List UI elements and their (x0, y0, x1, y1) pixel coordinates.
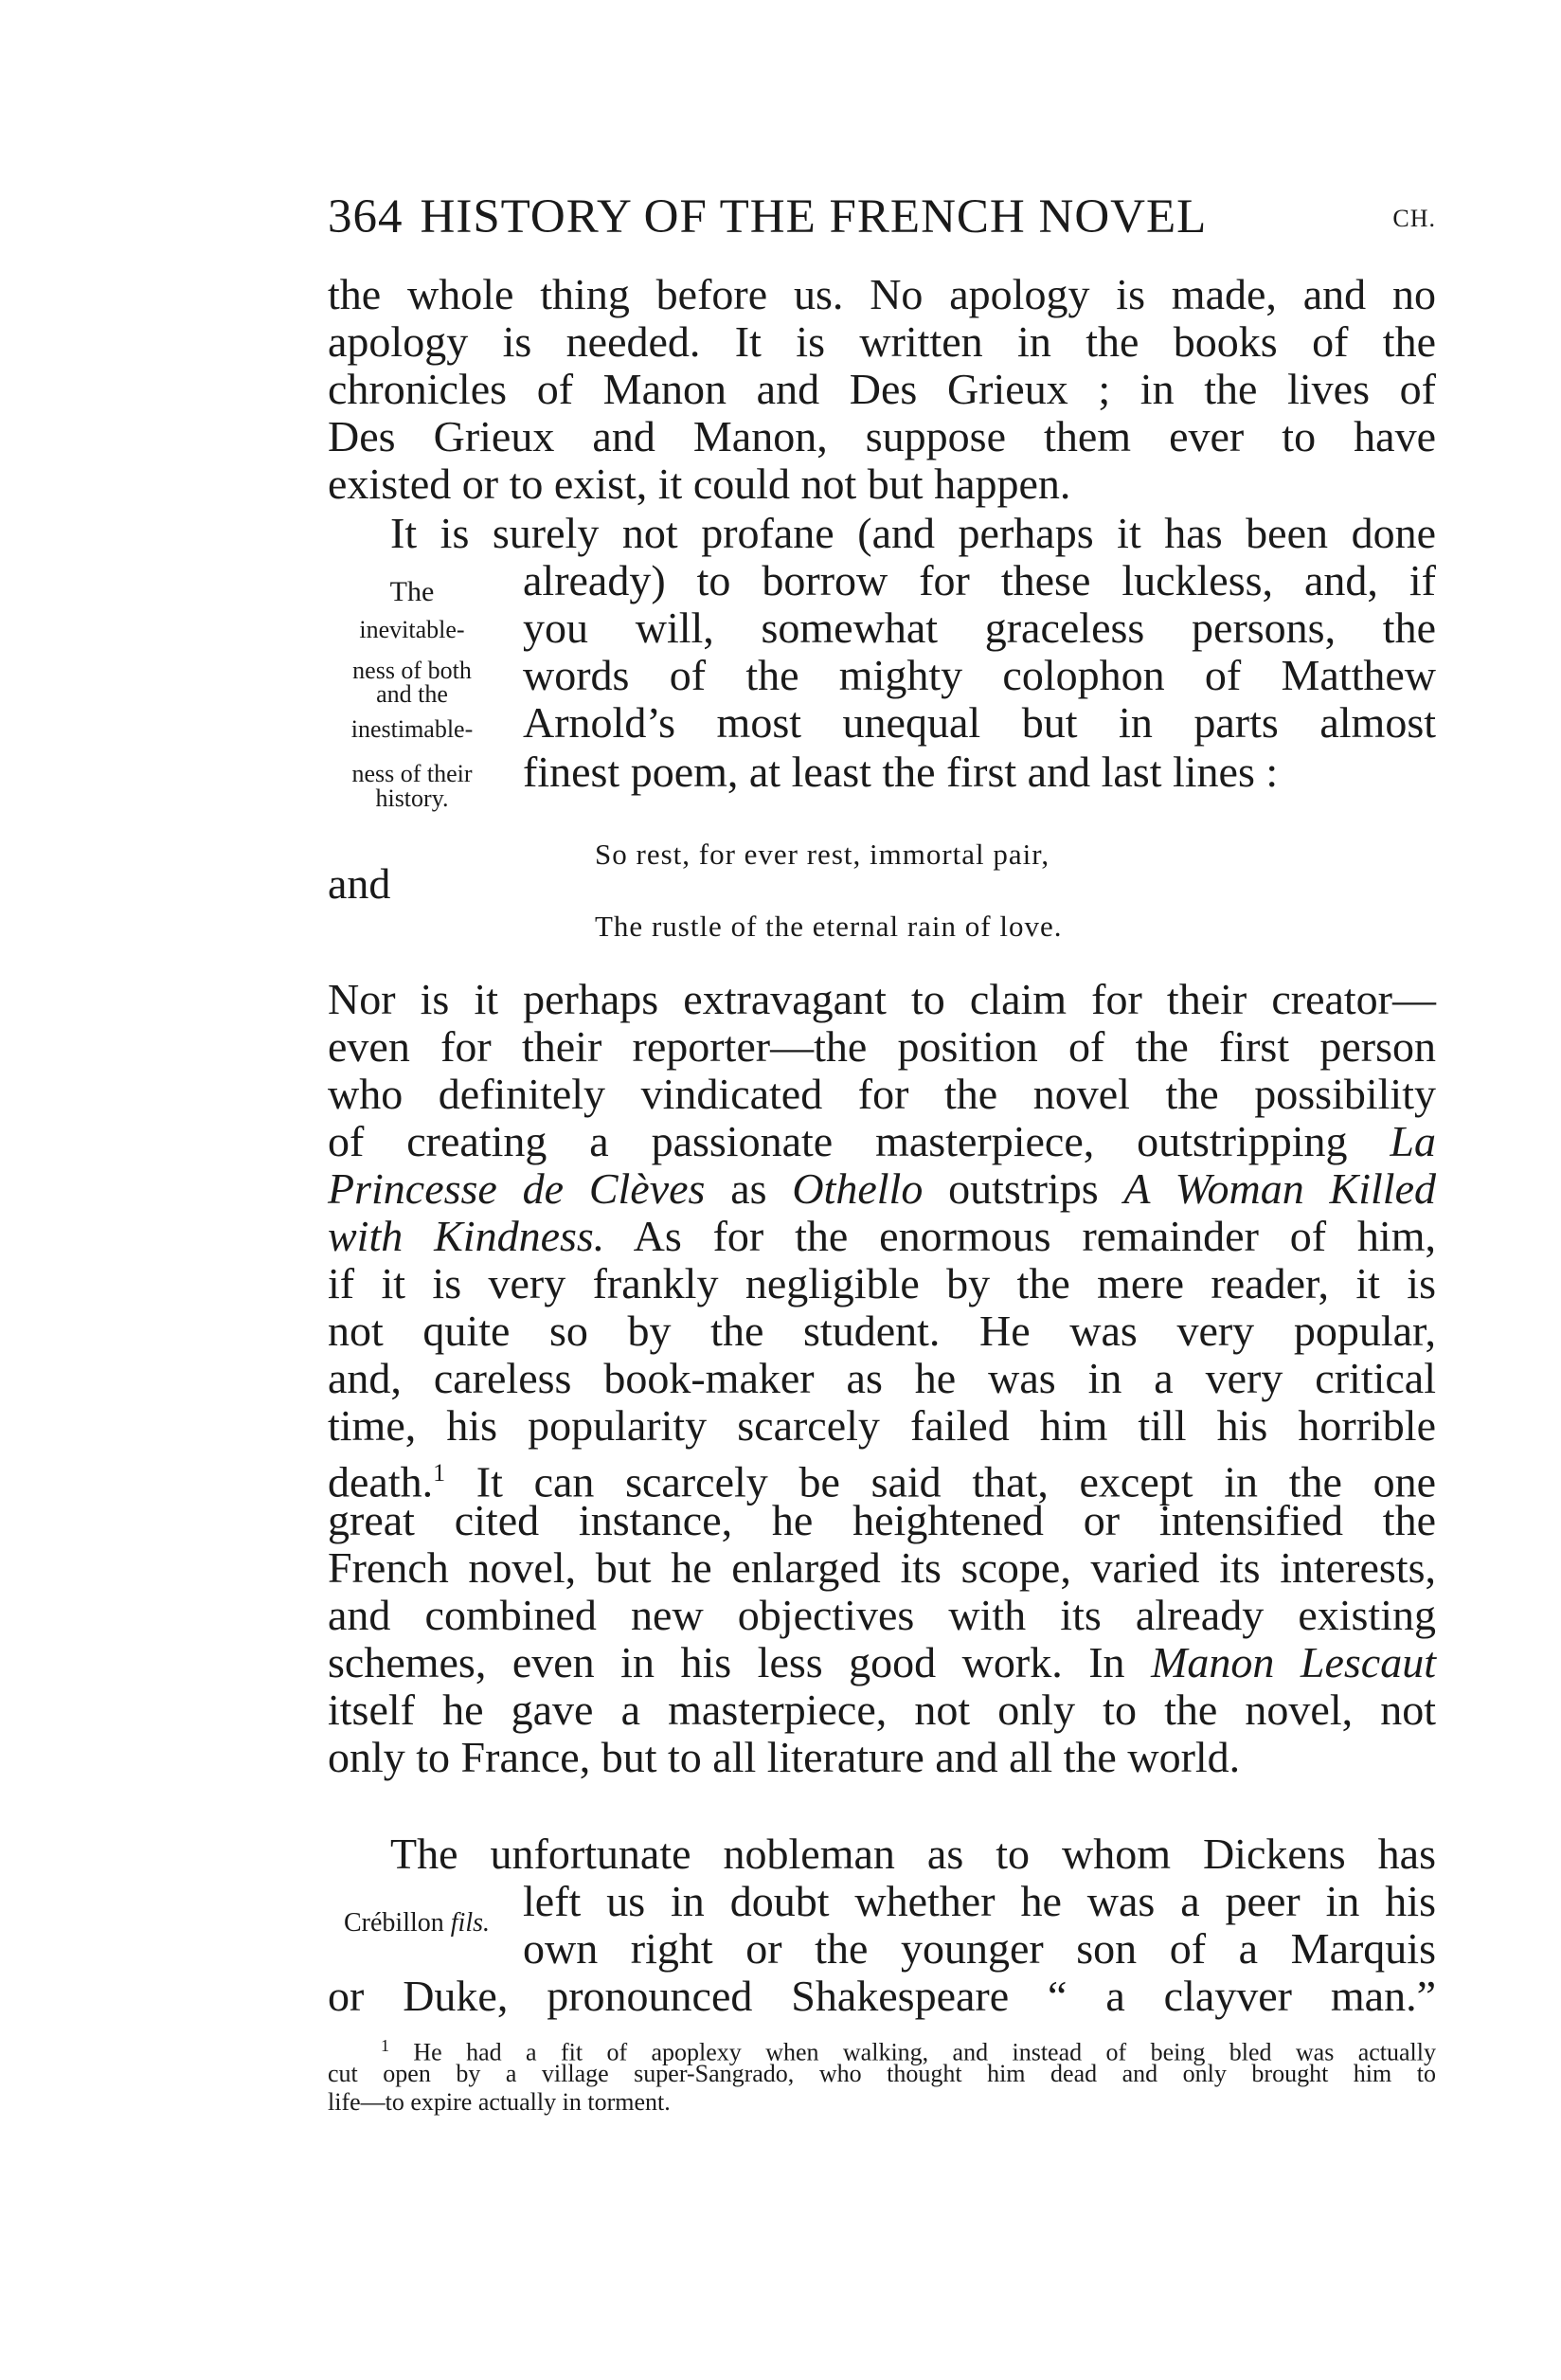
italic-title: Manon Lescaut (1151, 1638, 1436, 1686)
text-line: time, his popularity scarcely failed him till his horrible (328, 1401, 1436, 1450)
text-line (328, 1639, 1436, 1686)
text-run: outstrips (923, 1164, 1124, 1213)
footnote-line: cut open by a village super-Sangrado, who thought him dead and only brought him to (328, 2060, 1436, 2087)
italic-title: Princesse de Clèves (328, 1164, 706, 1213)
text-line: if it is very frankly negligible by the mere reader, it is (328, 1259, 1436, 1307)
side-note-crebillon (313, 1908, 521, 1938)
connective-and: and (328, 859, 391, 908)
text-run: It can scarcely be said that, except in the one (445, 1457, 1436, 1506)
text-run: of creating a passionate masterpiece, outstripping (328, 1117, 1391, 1165)
text-line: already) to borrow for these luckless, and, if (523, 556, 1436, 604)
text-line: apology is needed. It is written in the books of the (328, 317, 1436, 366)
text-line: It is surely not profane (and perhaps it has been done (390, 509, 1436, 557)
text-line: great cited instance, he heightened or intensified the (328, 1496, 1436, 1544)
italic-title: La (1390, 1117, 1436, 1165)
italic-title: Othello (792, 1164, 924, 1213)
text-line: Arnold’s most unequal but in parts almost (523, 698, 1436, 747)
text-line: own right or the younger son of a Marquis (523, 1924, 1436, 1973)
text-line: not quite so by the student. He was very popular, (328, 1307, 1436, 1355)
text-line: left us in doubt whether he was a peer in his (523, 1877, 1436, 1925)
text-run: As for the enormous remainder of him, (604, 1212, 1436, 1260)
running-title: HISTORY OF THE FRENCH NOVEL (420, 190, 1208, 243)
text-run: as (705, 1164, 793, 1213)
verse-line: The rustle of the eternal rain of love. (595, 910, 1063, 943)
text-line: existed or to exist, it could not but happen. (328, 460, 1071, 508)
text-line: finest poem, at least the first and last lines : (523, 748, 1279, 796)
side-note-line: The (389, 576, 435, 607)
chapter-abbrev: CH. (1392, 205, 1436, 232)
text-line: itself he gave a masterpiece, not only to the novel, not (328, 1686, 1436, 1734)
text-line: and combined new objectives with its already existing (328, 1591, 1436, 1639)
side-note-line: history. (375, 784, 449, 812)
text-line: words of the mighty colophon of Matthew (523, 651, 1436, 699)
italic-title: A Woman Killed (1123, 1164, 1436, 1213)
footnote-text: He had a fit of apoplexy when walking, and instead of being bled was actually (389, 2038, 1436, 2066)
italic-title: with Kindness. (328, 1212, 605, 1260)
side-note-line: and the (376, 680, 448, 708)
side-note-fils: fils. (450, 1908, 490, 1938)
text-line: chronicles of Manon and Des Grieux ; in the lives of (328, 365, 1436, 413)
text-run: schemes, even in his less good work. In (328, 1638, 1152, 1686)
text-line: the whole thing before us. No apology is made, and no (328, 270, 1436, 318)
text-line: The unfortunate nobleman as to whom Dickens has (390, 1830, 1436, 1878)
text-line: even for their reporter—the position of the first person (328, 1022, 1436, 1071)
footnote-marker: 1 (381, 2036, 389, 2055)
text-line: or Duke, pronounced Shakespeare “ a clayver man.” (328, 1972, 1436, 2020)
verse-line: So rest, for ever rest, immortal pair, (595, 838, 1050, 871)
text-line: French novel, but he enlarged its scope, varied its interests, (328, 1543, 1436, 1592)
text-line (328, 1213, 1436, 1260)
text-run: death. (328, 1457, 434, 1506)
running-header (328, 189, 1436, 244)
text-line: you will, somewhat graceless persons, the (523, 604, 1436, 652)
text-line: Nor is it perhaps extravagant to claim for their creator— (328, 975, 1436, 1023)
page-number: 364 (328, 190, 404, 243)
side-note-line: inestimable- (350, 715, 474, 743)
side-note-name: Crébillon (344, 1908, 451, 1938)
text-line: who definitely vindicated for the novel the possibility (328, 1070, 1436, 1118)
text-line (328, 1118, 1436, 1165)
text-line: and, careless book-maker as he was in a very critical (328, 1354, 1436, 1402)
side-note-line: ness of their (351, 760, 473, 787)
side-note-line: inevitable- (359, 616, 465, 643)
text-line: Des Grieux and Manon, suppose them ever to have (328, 412, 1436, 460)
text-line (328, 1165, 1436, 1213)
text-line: only to France, but to all literature and all the world. (328, 1733, 1241, 1781)
footnote-line: life—to expire actually in torment. (328, 2088, 671, 2116)
side-note-line: ness of both (352, 657, 472, 684)
footnote-ref[interactable]: 1 (433, 1459, 446, 1487)
